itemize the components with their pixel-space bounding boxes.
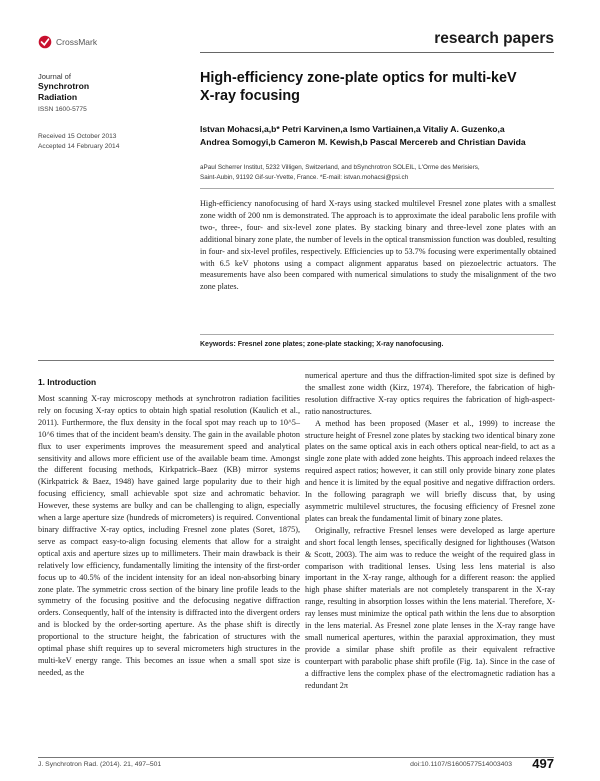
keywords-rule-bottom [38,360,554,361]
article-authors [200,123,560,148]
section-heading-introduction: 1. Introduction [38,377,97,387]
journal-name-line1: Synchrotron [38,81,90,91]
footer-doi[interactable]: doi:10.1107/S1600577514003403 [410,761,512,768]
keywords: Keywords: Fresnel zone plates; zone-plate stacking; X-ray nanofocusing. [200,341,444,348]
article-title-line1: High-efficiency zone-plate optics for multi-keV [200,70,517,86]
keywords-rule-top [200,334,554,335]
body-paragraph: numerical aperture and thus the diffraction-limited spot size is defined by the smallest zone width (Kirz, 1974). Therefore, the fabrication of high-resolution diffractive X-ray optics requires the fabrication of high-aspect-ratio nanostructures. [305,371,555,416]
affiliation-line2: Saint-Aubin, 91192 Gif-sur-Yvette, France. *E-mail: istvan.mohacsi@psi.ch [200,173,409,181]
footer-rule [38,757,554,758]
body-column-left [38,393,300,679]
authors-line1: Istvan Mohacsi,a,b* Petri Karvinen,a Ismo Vartiainen,a Vitaliy A. Guzenko,a [200,124,505,134]
article-title [200,70,560,105]
article-affiliations [200,163,560,183]
journal-name-line2: Radiation [38,91,78,102]
footer-citation: J. Synchrotron Rad. (2014). 21, 497–501 [38,761,162,768]
affiliation-line1: aPaul Scherrer Institut, 5232 Villigen, Switzerland, and bSynchrotron SOLEIL, L'Orme des Merisiers, [200,164,480,171]
page-number: 497 [532,756,554,771]
crossmark-badge[interactable] [38,35,97,49]
body-paragraph: Originally, refractive Fresnel lenses were developed as large aperture and short focal length lenses, specifically designed for lighthouses (Watson & Scott, 2003). The aim was to reduce the weight of the required glass in comparison with traditional lenses. Using less lens material is also important in the X-ray range, although for a different reason: the applied high phase shifter materials are not completely transparent in the X-ray range, resulting in absorption losses within the lens material. Therefore, X-ray lenses must minimize the optical path within the lens due to absorption in the lens material. As Fresnel zone plate lenses in the X-ray range have small numerical apertures, within the paraxial approximation, they must provide a similar phase shift profile as their equivalent refractive counterpart with parabolic phase shift profile (Fig. 1a). Since in the case of a diffractive lens the complex phase of the electromagnetic radiation has a redundant 2π [305,525,555,690]
section-title: research papers [434,30,554,47]
authors-line2: Andrea Somogyi,b Cameron M. Kewish,b Pascal Mercereb and Christian Davida [200,136,526,147]
journal-of-label: Journal of [38,72,71,81]
header-rule [200,52,554,53]
journal-info [38,72,188,113]
article-title-line2: X-ray focusing [200,87,300,104]
journal-issn: ISSN 1600-5775 [38,106,87,113]
body-paragraph: A method has been proposed (Maser et al., 1999) to increase the structure height of Fresnel zone plates by stacking two identical binary zone plates on the same optical axis in each others optical near-field, to act as a single zone plate with added zone heights. This approach indeed relaxes the required aspect ratios; however, it can still only provide binary zone plates and hence it is limited by the equal positive and negative diffraction orders. In the following paragraph we will briefly discuss that, by using asymmetric multilevel structures, the focusing efficiency of Fresnel zone plates can break the fundamental limit of binary zone plates. [305,418,555,523]
article-dates [38,132,119,151]
body-paragraph: Most scanning X-ray microscopy methods at synchrotron radiation facilities rely on focusing X-ray optics to obtain high spatial resolution (Kaulich et al., 2011). Furthermore, the flux density in the focal spot may reach up to 10^5–10^6 times that of the incident beam's density. The gain in the available photon flux to user experiments improves the measurement speed and analytical sensitivity and allows more efficient use of the available beam time. Amongst the different focusing methods, Kirkpatrick–Baez (KB) mirror systems (Kirkpatrick & Baez, 1948) have gained large popularity due to their high focusing efficiency, small achievable spot size and achromatic behavior. However, these systems are bulky and can be challenging to align, especially when a large aperture size (hundreds of micrometers) is required. Conventional binary diffractive X-ray optics, including Fresnel zone plates (Soret, 1875), serve as compact easy-to-align focusing elements that allow for a straight optical axis and aperture sizes up to millimeters. Their main drawback is their relatively low efficiency, fundamentally limiting the intensity of the first-order focus up to 40.5% of the incident intensity for an ideal non-absorbing binary zone plate. The symmetric cross section of the binary line profile leads to the symmetry of the focusing positive and the defocusing negative diffraction orders. Consequently, half of the intensity is diffracted into the divergent orders and is blocked by the order-sorting aperture. As the phase shift is directly proportional to the structure height, the fabrication of structures with the optimal phase shift requires up to several micrometers high structures in the multi-keV energy range. This becomes an issue when a small spot size is needed, as the [38,394,300,677]
crossmark-label: CrossMark [56,37,98,47]
received-date: Received 15 October 2013 [38,133,117,140]
affiliation-rule [200,188,554,189]
abstract: High-efficiency nanofocusing of hard X-rays using stacked multilevel Fresnel zone plates with a smallest zone width of 200 nm is demonstrated. The approach is to approximate the ideal parabolic lens profile with two-, three-, four- and six-level zone plates. By stacking binary and three-level zone plates with an additional binary zone plate, the number of levels in the optical transmission function was doubled, resulting in four- and six-level profiles, respectively. Efficiencies up to 53.7% focusing were experimentally obtained with 6.5 keV photons using a compact alignment apparatus based on piezoelectric actuators. The measurements have also been compared with numerical simulations to study the misalignment of the two zone plates. [200,199,556,292]
crossmark-logo-icon [38,35,52,49]
accepted-date: Accepted 14 February 2014 [38,142,120,150]
body-column-right [305,370,555,691]
